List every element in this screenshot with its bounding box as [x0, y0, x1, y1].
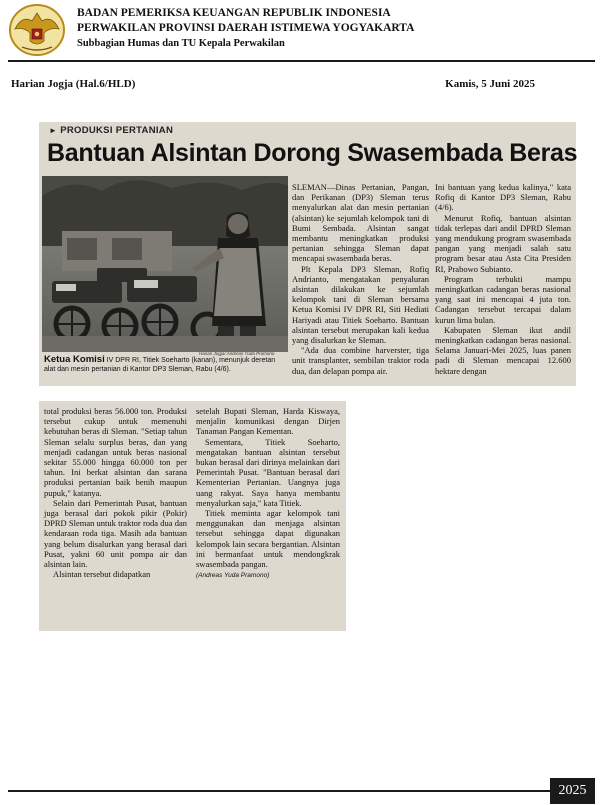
source-label: Harian Jogja (Hal.6/HLD)	[11, 78, 136, 90]
paragraph: Kabupaten Sleman ikut andil meningkatkan cadangan beras nasional. Selama Januari-Mei 2025, luas panen padi di Sleman mencapai 12.600 hektare dengan	[435, 324, 571, 376]
garuda-emblem-icon	[8, 3, 66, 57]
author-name: (Andreas Yuda Pramono)	[196, 572, 270, 580]
article-column-1	[292, 182, 429, 376]
article-column-3	[44, 406, 187, 579]
header-line-2: PERWAKILAN PROVINSI DAERAH ISTIMEWA YOGYAKARTA	[77, 22, 415, 34]
paragraph: Alsintan tersebut didapatkan	[53, 569, 151, 580]
header-line-1: BADAN PEMERIKSA KEUANGAN REPUBLIK INDONESIA	[77, 7, 391, 19]
header-text	[77, 6, 414, 51]
paragraph: Plt Kepala DP3 Sleman, Rofiq Andrianto, mengatakan penyaluran alsintan dilakukan ke sejumlah kelompok tani di Sleman bersama Ketua Komisi IV DPR RI, Siti Hediati Hariyadi atau Titiek Soeharto. Bantuan alsintan tersebut merupakan kali kedua yang disalurkan ke Sleman.	[292, 263, 429, 346]
triangle-bullet-icon: ►	[49, 126, 58, 135]
bpk-logo	[8, 3, 66, 57]
year-badge: 2025	[550, 778, 595, 804]
paragraph: Titiek meminta agar kelompok tani menggunakan dan menjaga alsintan tersebut sehingga dapat digunakan kelompok lain secara bergantian. Alsintan ini bermanfaat untuk mendongkrak swasembada pangan.	[196, 508, 340, 570]
section-text: PRODUKSI PERTANIAN	[60, 125, 174, 136]
header-line-3: Subbagian Humas dan TU Kepala Perwakilan	[77, 38, 285, 49]
photo-caption	[44, 356, 288, 374]
paragraph: "Ada dua combine harverster, tiga unit transplanter, sembilan traktor roda dua, dan delapan pompa air.	[292, 345, 429, 376]
header-divider	[8, 60, 595, 62]
headline: Bantuan Alsintan Dorong Swasembada Beras	[47, 139, 578, 167]
article-column-2	[435, 182, 571, 376]
paragraph: Selain dari Pemerintah Pusat, bantuan juga berasal dari pokok pikir (Pokir) DPRD Sleman untuk traktor roda dua dan kendaraan roda tiga. Masih ada bantuan yang belum disalurkan yang berasal dari Pusat, yakni 60 unit pompa air dan alsintan lain.	[44, 497, 187, 570]
author-signature	[196, 569, 340, 581]
article-column-4	[196, 406, 340, 581]
paragraph: Menurut Rofiq, bantuan alsintan tidak terlepas dari andil DPRD Sleman yang mendukung program swasembada pangan yang menjadi salah satu program besar atau Asta Cita Presiden RI, Prabowo Subianto.	[435, 212, 571, 274]
photo-credit: Harian Jogja/ Andreas Yuda Pramono	[199, 351, 275, 356]
date-label: Kamis, 5 Juni 2025	[445, 78, 535, 90]
paragraph: SLEMAN—Dinas Pertanian, Pangan, dan Perikanan (DP3) Sleman terus menyalurkan alat dan mesin pertanian (alsintan) ke sejumlah kelompok tani di Bumi Sembada. Alsintan sangat membantu meningkatkan produksi pertanian sehingga Sleman dapat mencapai swasembada beras.	[292, 182, 429, 264]
footer-divider	[8, 790, 595, 792]
paragraph: setelah Bupati Sleman, Harda Kiswaya, menjalin komunikasi dengan Dirjen Tanaman Pangan Kementan.	[196, 406, 340, 437]
news-clipping-top	[39, 122, 576, 386]
paragraph: total produksi beras 56.000 ton. Produksi tersebut cukup untuk memenuhi kebutuhan beras di Sleman. "Setiap tahun Sleman selalu surplus beras, dan yang menjadi cadangan untuk beras nasional sekitar 55.000 hingga 60.000 ton per tahun. Ini berkat alsintan dan sarana produksi pertanian baik benih maupun pupuk," katanya.	[44, 406, 187, 498]
paragraph: Program terbukti mampu meningkatkan cadangan beras nasional yang saat ini mencapai 4 juta ton. Cadangan tersebut tercapai dalam kurun lima bulan.	[435, 273, 571, 325]
section-label	[49, 125, 173, 136]
news-clipping-bottom	[39, 401, 346, 631]
caption-text: IV DPR RI, Titiek Soeharto (kanan), menunjuk deretan alat dan mesin pertanian di Kantor DP3 Sleman, Rabu (4/6).	[44, 357, 276, 373]
paragraph: Ini bantuan yang kedua kalinya," kata Rofiq di Kantor DP3 Sleman, Rabu (4/6).	[435, 182, 571, 213]
caption-lead: Ketua Komisi	[44, 354, 105, 365]
paragraph: Sementara, Titiek Soeharto, mengatakan bantuan alsintan tersebut bukan berasal dari dirinya melainkan dari Pemerintah Pusat. "Bantuan berasal dari Kementerian Pertanian. Uangnya juga uang rakyat. Saya hanya membantu menyalurkan saja," kata Titiek.	[196, 436, 340, 508]
farm-machinery-photo	[42, 176, 288, 352]
news-photo	[42, 176, 288, 352]
